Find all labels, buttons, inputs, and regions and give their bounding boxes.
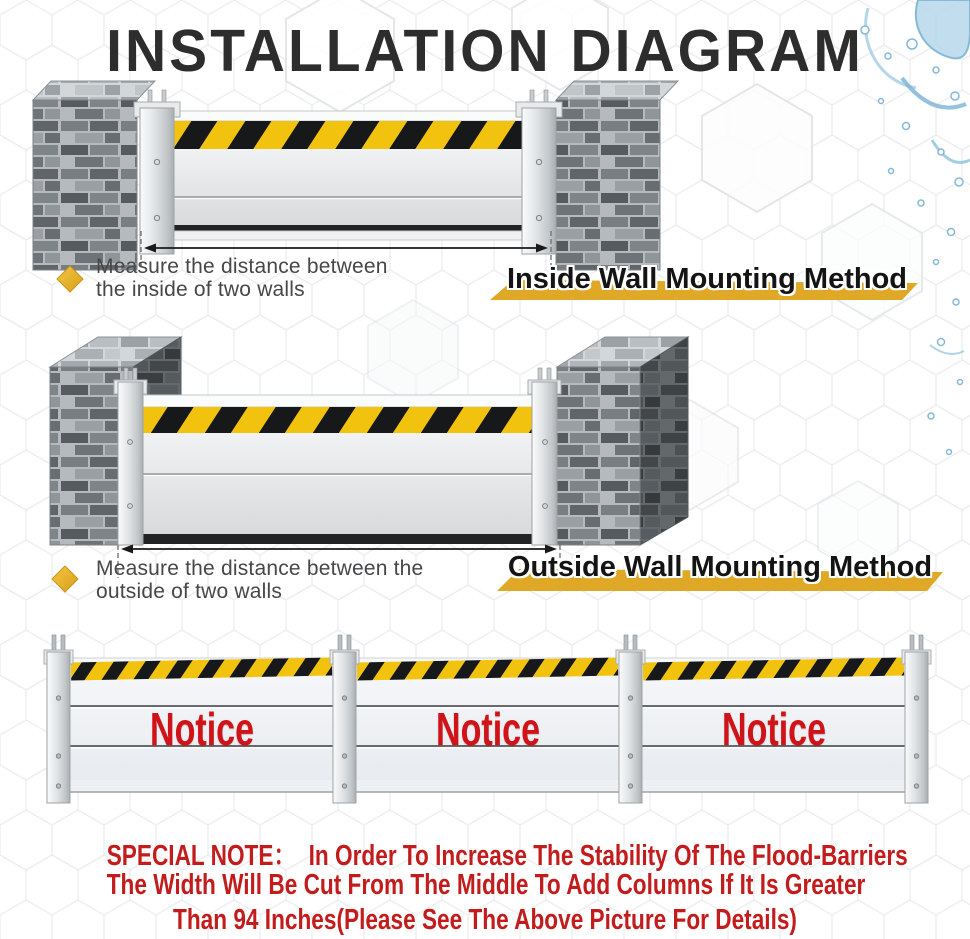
notice-text-1: Notice (149, 703, 255, 755)
special-note-line-3: Than 94 Inches(Please See The Above Picture For Details) (173, 904, 797, 936)
hazard-stripe-band (174, 121, 522, 149)
mounting-post-right (528, 368, 561, 545)
special-note-line-2: The Width Will Be Cut From The Middle To Add Columns If It Is Greater (106, 869, 866, 901)
hazard-stripe-band (143, 407, 532, 433)
measure-note-line: outside of two walls (96, 579, 283, 603)
brick-pillar-right (556, 81, 678, 270)
measure-note-line: Measure the distance between (96, 255, 388, 278)
flood-barrier-panel (174, 111, 522, 240)
mounting-post-left (134, 90, 180, 254)
barrier-column-2 (330, 635, 359, 803)
notice-text-2: Notice (435, 703, 541, 755)
brick-pillar-right-3d (557, 337, 688, 545)
mounting-post-right (516, 90, 562, 254)
barrier-column-4 (902, 635, 931, 803)
measure-note-line: the inside of two walls (96, 277, 305, 301)
banner-label-outside: Outside Wall Mounting Method (507, 551, 933, 583)
measure-note-outside (96, 558, 426, 603)
banner-label-inside: Inside Wall Mounting Method (506, 263, 908, 295)
special-note-line-1: SPECIAL NOTE： In Order To Increase The Stability Of The Flood-Barriers (106, 840, 908, 872)
barrier-column-1 (44, 635, 73, 803)
measure-note-inside (96, 256, 426, 301)
notice-text-3: Notice (721, 703, 827, 755)
page-title: INSTALLATION DIAGRAM (106, 17, 864, 85)
mounting-post-left (114, 368, 147, 545)
flood-barrier-panel-outside (143, 395, 532, 544)
barrier-column-3 (616, 635, 645, 803)
measure-note-line: Measure the distance between the (96, 557, 424, 580)
